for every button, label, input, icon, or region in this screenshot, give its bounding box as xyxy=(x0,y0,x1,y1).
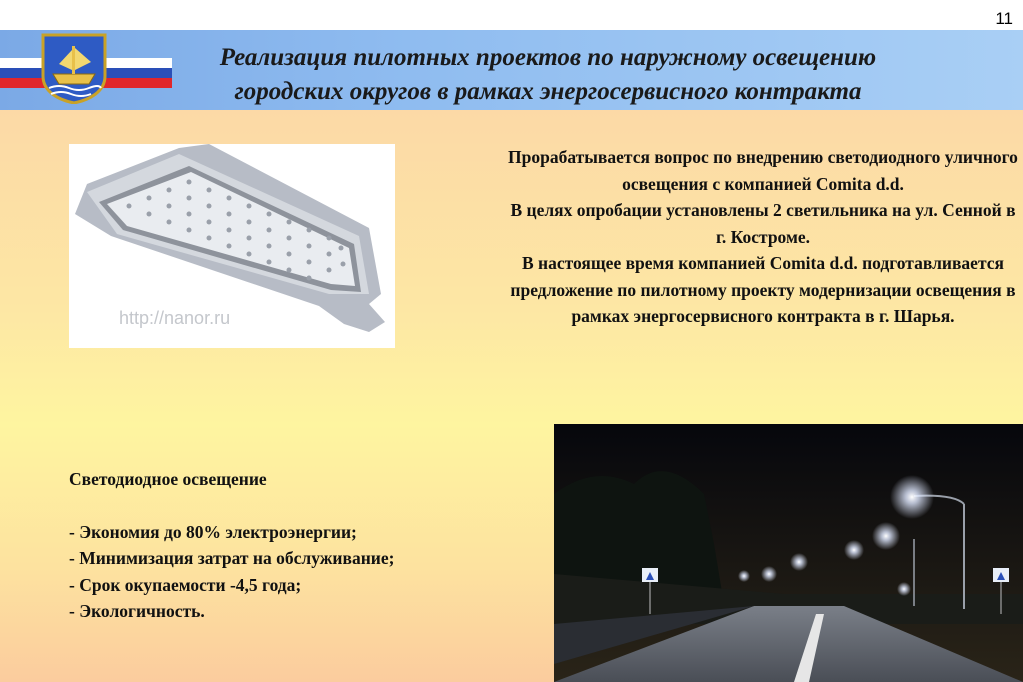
info-line-3: В настоящее время компанией Comita d.d. подготавливается предложение по пилотному проекту модернизации освещения в рамках энергосервисного контракта в г. Шарья. xyxy=(510,253,1016,326)
info-line-1: Прорабатывается вопрос по внедрению светодиодного уличного освещения с компанией Comita d.d. xyxy=(508,147,1018,194)
kostroma-coat-of-arms-icon xyxy=(39,32,109,104)
title-line-2: городских округов в рамках энергосервисного контракта xyxy=(234,78,862,105)
page-title xyxy=(128,41,968,109)
led-item-1: - Экономия до 80% электроэнергии; xyxy=(69,521,357,542)
info-paragraph xyxy=(508,144,1018,330)
page-number: 11 xyxy=(995,9,1013,28)
info-line-2: В целях опробации установлены 2 светильника на ул. Сенной в г. Костроме. xyxy=(510,200,1016,247)
title-line-1: Реализация пилотных проектов по наружному освещению xyxy=(219,44,877,71)
led-heading: Светодиодное освещение xyxy=(69,469,267,489)
led-item-3: - Срок окупаемости -4,5 года; xyxy=(69,574,302,595)
led-street-lamp-image xyxy=(69,144,395,348)
led-item-4: - Экологичность. xyxy=(69,601,205,621)
night-street-photo xyxy=(554,424,1023,682)
led-item-2: - Минимизация затрат на обслуживание; xyxy=(69,548,395,568)
lamp-image-watermark: http://nanor.ru xyxy=(119,308,231,328)
led-benefits xyxy=(69,466,539,625)
